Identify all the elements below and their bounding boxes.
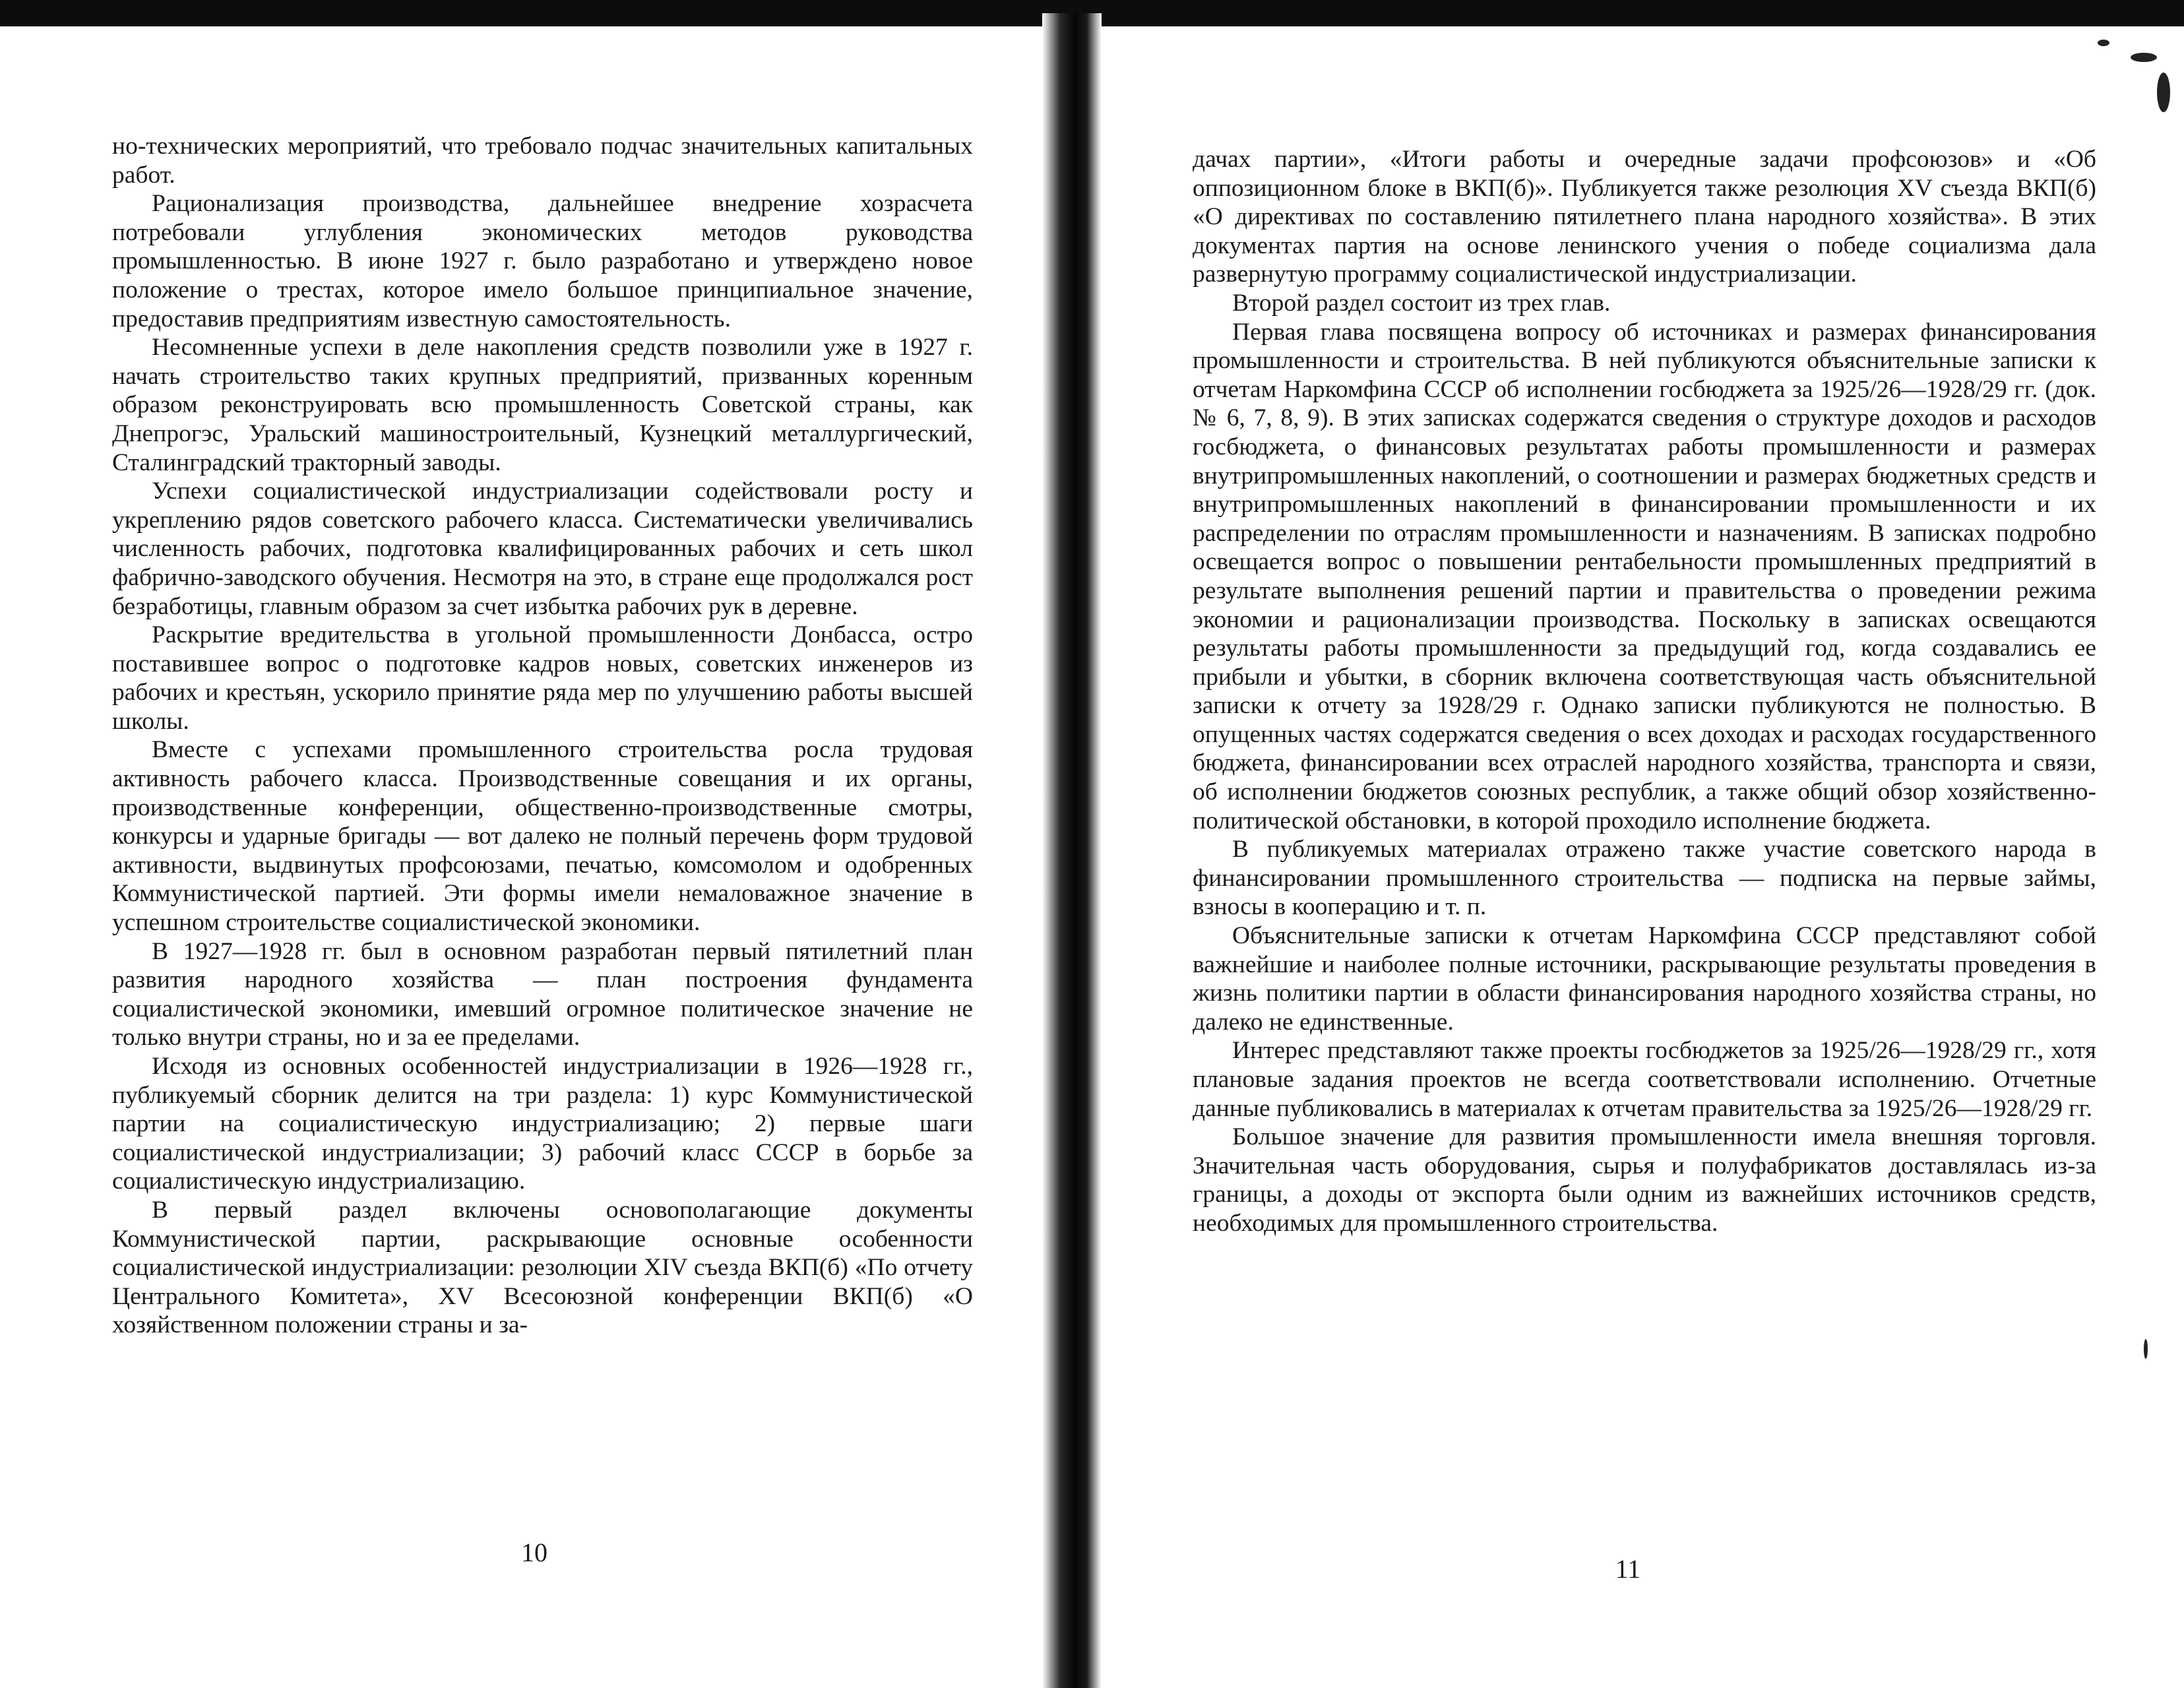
right-page-text: [1193, 145, 2096, 1238]
scan-speck: [2131, 53, 2157, 62]
paragraph: Рационализация производства, дальнейшее внедрение хозрасчета потребовали углубления экономических методов руководства промышленностью. В июне 1927 г. было разработано и утверждено новое положение о трестах, которое имело большое принципиальное значение, предоставив предприятиям известную самостоятельность.: [112, 190, 973, 332]
paragraph: В первый раздел включены основополагающие документы Коммунистической партии, раскрывающие основные особенности социалистической индустриализации: резолюции XIV съезда ВКП(б) «По отчету Центрального Комитета», XV Всесоюзной конференции ВКП(б) «О хозяйственном положении страны и за-: [112, 1196, 973, 1339]
paragraph: Второй раздел состоит из трех глав.: [1232, 289, 1611, 317]
paragraph: В публикуемых материалах отражено также участие советского народа в финансировании промышленного строительства — подписка на первые займы, взносы в кооперацию и т. п.: [1193, 836, 2096, 921]
paragraph: дачах партии», «Итоги работы и очередные задачи профсоюзов» и «Об оппозиционном блоке в ВКП(б)». Публикуется также резолюция XV съезда ВКП(б) «О директивах по составлению пятилетнего плана народного хозяйства». В этих документах партия на основе ленинского учения о победе социализма дала развернутую программу социалистической индустриализации.: [1193, 146, 2096, 288]
paragraph: В 1927—1928 гг. был в основном разработан первый пятилетний план развития народного хозяйства — план построения фундамента социалистической экономики, имевший огромное политическое значение не только внутри страны, но и за ее пределами.: [112, 937, 973, 1051]
right-page: [1102, 0, 2184, 1688]
paragraph: Успехи социалистической индустриализации содействовали росту и укреплению рядов советского рабочего класса. Систематически увеличивались численность рабочих, подготовка квалифицированных рабочих и сеть школ фабрично-заводского обучения. Несмотря на это, в стране еще продолжался рост безработицы, главным образом за счет избытка рабочих рук в деревне.: [112, 478, 973, 620]
paragraph: Раскрытие вредительства в угольной промышленности Донбасса, остро поставившее вопрос о подготовке кадров новых, советских инженеров из рабочих и крестьян, ускорило принятие ряда мер по улучшению работы высшей школы.: [112, 621, 973, 735]
paragraph: Несомненные успехи в деле накопления средств позволили уже в 1927 г. начать строительство таких крупных предприятий, призванных коренным образом реконструировать всю промышленность Советской страны, как Днепрогэс, Уральский машиностроительный, Кузнецкий металлургический, Сталинградский тракторный заводы.: [112, 334, 973, 476]
page-number: 10: [521, 1538, 547, 1567]
paragraph: Вместе с успехами промышленного строительства росла трудовая активность рабочего класса. Производственные совещания и их органы, производственные конференции, общественно-производственные смотры, конкурсы и ударные бригады — вот далеко не полный перечень форм трудовой активности, выдвинутых профсоюзами, печатью, комсомолом и одобренных Коммунистической партией. Эти формы имели немаловажное значение в успешном строительстве социалистической экономики.: [112, 736, 973, 937]
book-gutter: [1042, 13, 1102, 1688]
paragraph: Исходя из основных особенностей индустриализации в 1926—1928 гг., публикуемый сборник делится на три раздела: 1) курс Коммунистической партии на социалистическую индустриализацию; 2) первые шаги социалистической индустриализации; 3) рабочий класс СССР в борьбе за социалистическую индустриализацию.: [112, 1053, 973, 1195]
paragraph: Объяснительные записки к отчетам Наркомфина СССР представляют собой важнейшие и наиболее полные источники, раскрывающие результаты проведения в жизнь политики партии в области финансирования народного хозяйства страны, но далеко не единственные.: [1193, 922, 2096, 1036]
paragraph: Интерес представляют также проекты госбюджетов за 1925/26—1928/29 гг., хотя плановые задания проектов не всегда соответствовали исполнению. Отчетные данные публиковались в материалах к отчетам правительства за 1925/26—1928/29 гг.: [1193, 1037, 2096, 1122]
paragraph: но-технических мероприятий, что требовало подчас значительных капитальных работ.: [112, 133, 973, 189]
page-number: 11: [1615, 1554, 1641, 1584]
paragraph: Первая глава посвящена вопросу об источниках и размерах финансирования промышленности и строительства. В ней публикуются объяснительные записки к отчетам Наркомфина СССР об исполнении госбюджета за 1925/26—1928/29 гг. (док. № 6, 7, 8, 9). В этих записках содержатся сведения о структуре доходов и расходов госбюджета, о финансовых результатах работы промышленности и размерах внутрипромышленных накоплений, о соотношении и размерах бюджетных средств и внутрипромышленных накоплений в финансировании промышленности и их распределении по отраслям промышленности и назначениям. В записках подробно освещается вопрос о повышении рентабельности промышленных предприятий в результате выполнения решений партии и правительства о проведении режима экономии и рационализации производства. Поскольку в записках освещаются результаты работы промышленности за предыдущий год, когда создавались ее прибыли и убытки, в сборник включена соответствующая часть объяснительной записки к отчету за 1928/29 г. Однако записки публикуются не полностью. В опущенных частях содержатся сведения о всех доходах и расходах государственного бюджета, финансировании всех отраслей народного хозяйства, транспорта и связи, об исполнении бюджетов союзных республик, а также общий обзор хозяйственно-политической обстановки, в которой проходило исполнение бюджета.: [1193, 318, 2096, 834]
scan-speck: [2157, 73, 2170, 112]
scan-speck: [2144, 1339, 2148, 1359]
left-page-text: [112, 132, 973, 1340]
left-page: [0, 0, 1042, 1688]
scan-speck: [2098, 40, 2109, 46]
paragraph: Большое значение для развития промышленности имела внешняя торговля. Значительная часть оборудования, сырья и полуфабрикатов доставлялась из-за границы, а доходы от экспорта были одним из важнейших источников средств, необходимых для промышленного строительства.: [1193, 1123, 2096, 1237]
